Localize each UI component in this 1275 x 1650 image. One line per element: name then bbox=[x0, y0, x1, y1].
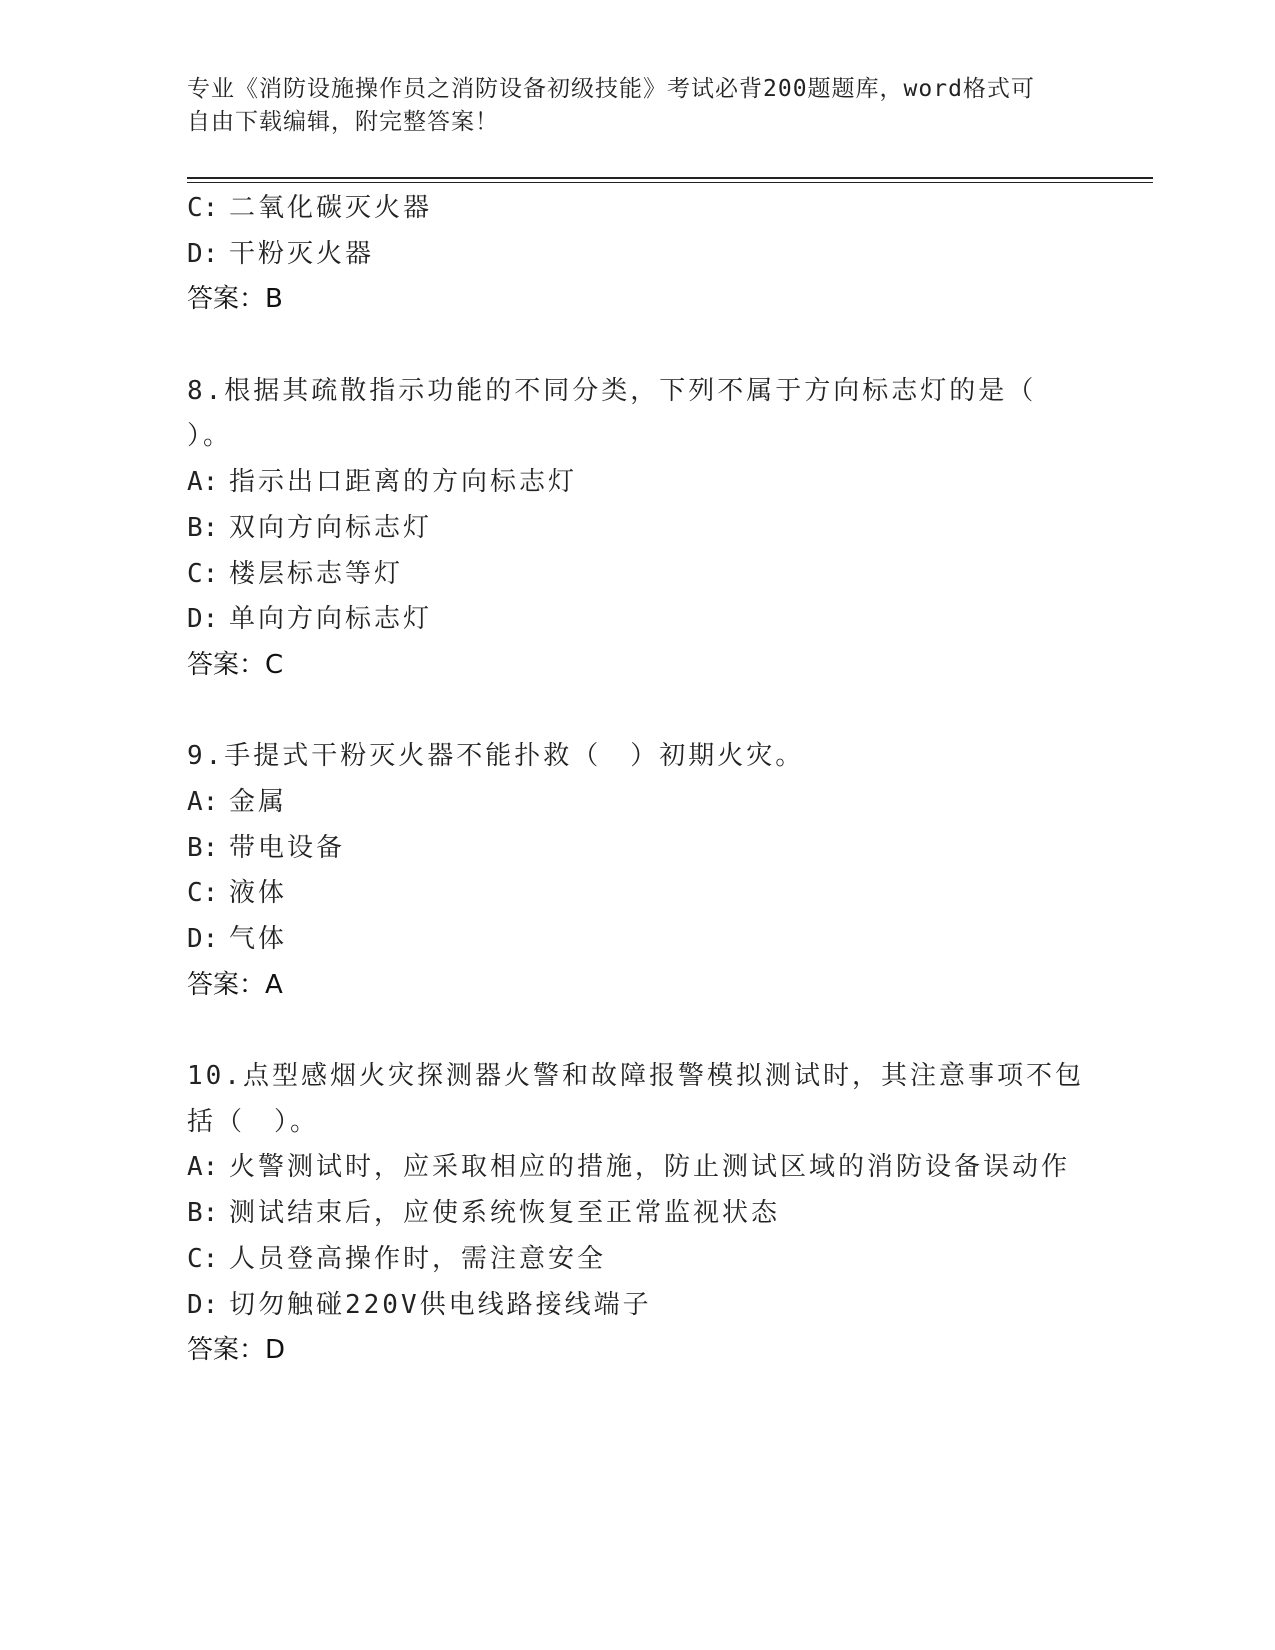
answer-line: 答案：D bbox=[187, 1335, 286, 1366]
option-label: D: bbox=[187, 238, 219, 269]
option-text: 切勿触碰220V供电线路接线端子 bbox=[229, 1289, 652, 1320]
question-stem: 括（ ）。 bbox=[187, 1106, 320, 1137]
option-label: B: bbox=[187, 512, 219, 543]
option-label: C: bbox=[187, 878, 219, 909]
option-text: 干粉灭火器 bbox=[229, 238, 375, 269]
answer-line: 答案：C bbox=[187, 649, 284, 680]
option-text: 金属 bbox=[229, 786, 288, 817]
option-label: C: bbox=[187, 1243, 219, 1274]
header-line-1: 专业《消防设施操作员之消防设备初级技能》考试必背200题题库，word格式可 bbox=[187, 76, 1035, 102]
question-content bbox=[187, 186, 1167, 1374]
header-divider-thick bbox=[187, 177, 1153, 179]
option-text: 指示出口距离的方向标志灯 bbox=[229, 467, 578, 498]
option-label: A: bbox=[187, 1152, 219, 1183]
option-text: 单向方向标志灯 bbox=[229, 604, 433, 635]
option-line bbox=[187, 552, 1167, 598]
option-line bbox=[187, 1283, 1167, 1329]
option-line bbox=[187, 1145, 1167, 1191]
option-line bbox=[187, 780, 1167, 826]
spacer bbox=[187, 1008, 1167, 1054]
option-line bbox=[187, 1237, 1167, 1283]
option-line bbox=[187, 871, 1167, 917]
answer-line: 答案：B bbox=[187, 284, 283, 315]
option-line bbox=[187, 186, 1167, 232]
option-label: D: bbox=[187, 604, 219, 635]
spacer bbox=[187, 689, 1167, 735]
header-line-2: 自由下载编辑，附完整答案！ bbox=[187, 109, 499, 135]
question-stem: 9.手提式干粉灭火器不能扑救（ ）初期火灾。 bbox=[187, 741, 805, 772]
option-label: B: bbox=[187, 1198, 219, 1229]
option-label: A: bbox=[187, 786, 219, 817]
option-text: 双向方向标志灯 bbox=[229, 512, 433, 543]
question-stem: 10.点型感烟火灾探测器火警和故障报警模拟测试时，其注意事项不包 bbox=[187, 1061, 1084, 1092]
option-line bbox=[187, 917, 1167, 963]
option-line bbox=[187, 597, 1167, 643]
spacer bbox=[187, 323, 1167, 369]
option-label: D: bbox=[187, 924, 219, 954]
option-text: 测试结束后，应使系统恢复至正常监视状态 bbox=[229, 1198, 781, 1229]
option-label: A: bbox=[187, 467, 219, 498]
option-label: C: bbox=[187, 558, 219, 589]
answer-line: 答案：A bbox=[187, 969, 283, 1000]
question-stem: 8.根据其疏散指示功能的不同分类，下列不属于方向标志灯的是（ bbox=[187, 375, 1037, 406]
option-text: 液体 bbox=[229, 878, 288, 909]
option-label: C: bbox=[187, 193, 219, 223]
option-line bbox=[187, 460, 1167, 506]
option-text: 二氧化碳灭火器 bbox=[229, 193, 433, 223]
option-text: 气体 bbox=[229, 924, 288, 954]
option-text: 火警测试时，应采取相应的措施，防止测试区域的消防设备误动作 bbox=[229, 1152, 1071, 1183]
option-line bbox=[187, 232, 1167, 278]
option-label: D: bbox=[187, 1289, 219, 1320]
header-divider-thin bbox=[187, 182, 1153, 183]
option-text: 带电设备 bbox=[229, 832, 346, 863]
option-line bbox=[187, 506, 1167, 552]
question-stem: ）。 bbox=[187, 421, 233, 452]
option-label: B: bbox=[187, 832, 219, 863]
option-line bbox=[187, 1191, 1167, 1237]
option-text: 人员登高操作时，需注意安全 bbox=[229, 1243, 607, 1274]
option-text: 楼层标志等灯 bbox=[229, 558, 404, 589]
option-line bbox=[187, 826, 1167, 872]
document-header bbox=[187, 73, 1067, 139]
